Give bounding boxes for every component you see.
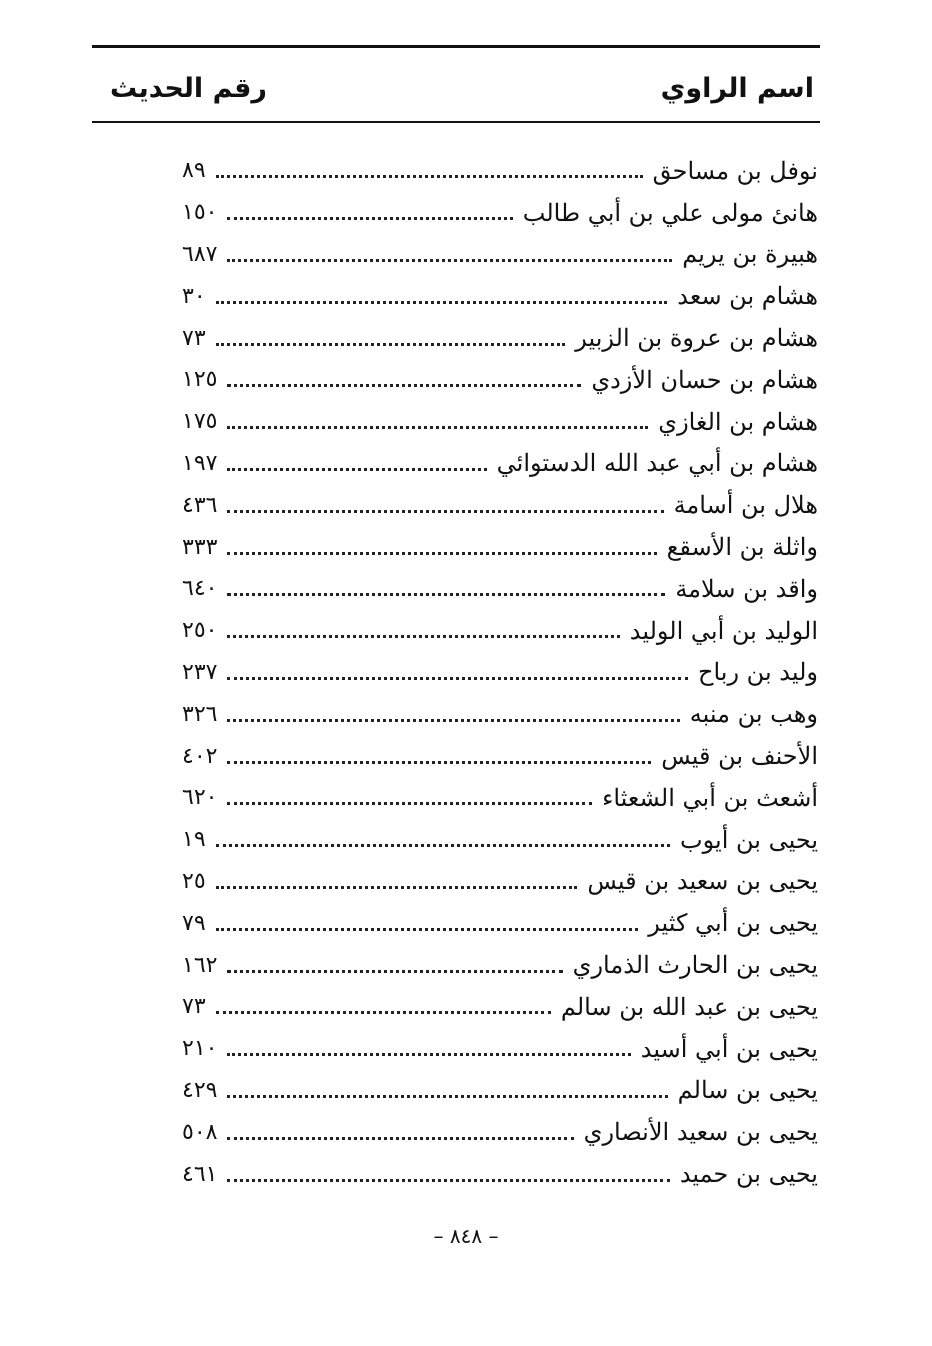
hadith-number: ١٩ [182,827,206,853]
narrator-name: يحيى بن سعيد بن قيس [587,867,818,896]
index-entry [182,902,818,944]
hadith-number: ١٧٥ [182,409,218,435]
dot-leader [216,175,643,178]
index-entry [182,401,818,443]
dot-leader [227,802,592,805]
hadith-number: ٤٣٦ [182,492,218,518]
dot-leader [227,259,672,262]
dot-leader [216,343,566,346]
hadith-number-column-heading: رقم الحديث [110,72,267,104]
dot-leader [216,886,578,889]
index-entry [182,693,818,735]
page-number: – ٨٤٨ – [433,1224,499,1248]
index-entry [182,652,818,694]
narrator-name: هشام بن سعد [677,282,818,311]
hadith-number: ٧٩ [182,910,206,936]
narrator-name: واقد بن سلامة [675,574,818,603]
hadith-number: ٤٦١ [182,1161,218,1187]
narrator-name: يحيى بن سالم [677,1076,818,1105]
index-entry [182,610,818,652]
narrator-name: الأحنف بن قيس [661,742,818,771]
narrator-name: هبيرة بن يريم [682,240,818,269]
hadith-number: ٥٠٨ [182,1119,218,1145]
hadith-number: ٤٢٩ [182,1077,218,1103]
narrator-name: وليد بن رباح [697,658,818,687]
narrator-name: يحيى بن أبي أسيد [640,1034,818,1063]
index-entry [182,484,818,526]
index-entry [182,777,818,819]
hadith-number: ٦٨٧ [182,241,218,267]
dot-leader [216,928,639,931]
hadith-number: ٨٩ [182,158,206,184]
header-bottom-rule [92,121,820,123]
narrator-name: الوليد بن أبي الوليد [629,616,818,645]
narrator-name: يحيى بن الحارث الذماري [572,951,818,980]
dot-leader [227,510,663,513]
dot-leader [227,635,619,638]
dot-leader [227,593,665,596]
narrator-name-column-heading: اسم الراوي [660,72,814,104]
dot-leader [227,970,562,973]
hadith-number: ٦٢٠ [182,785,218,811]
hadith-number: ٢٥٠ [182,618,218,644]
narrator-name: يحيى بن سعيد الأنصاري [583,1118,818,1147]
dot-leader [227,384,581,387]
hadith-number: ٦٤٠ [182,576,218,602]
narrator-name: هشام بن الغازي [658,407,818,436]
dot-leader [227,1179,669,1182]
dot-leader [227,217,512,220]
narrator-name: هشام بن حسان الأزدي [591,365,818,394]
hadith-number: ٢٣٧ [182,659,218,685]
hadith-number: ٤٠٢ [182,743,218,769]
narrator-name: هانئ مولى علي بن أبي طالب [522,198,818,227]
index-entry [182,234,818,276]
index-entry [182,986,818,1028]
index-entry [182,443,818,485]
narrator-name: نوفل بن مساحق [652,156,818,185]
index-entry [182,819,818,861]
narrator-name: يحيى بن أيوب [680,825,818,854]
index-entry [182,275,818,317]
hadith-number: ٧٣ [182,994,206,1020]
hadith-number: ٣٣٣ [182,534,218,560]
hadith-number: ٢١٠ [182,1036,218,1062]
index-entry [182,192,818,234]
hadith-number: ٣٠ [182,283,206,309]
dot-leader [227,719,679,722]
narrator-name: يحيى بن أبي كثير [648,909,818,938]
narrator-name: هشام بن عروة بن الزبير [575,324,818,353]
index-entry [182,317,818,359]
dot-leader [227,1095,667,1098]
narrator-name: واثلة بن الأسقع [666,533,818,562]
index-entry [182,1028,818,1070]
index-entry [182,944,818,986]
dot-leader [227,552,656,555]
narrator-name: يحيى بن حميد [679,1160,818,1189]
dot-leader [227,1053,630,1056]
index-entry [182,1111,818,1153]
hadith-number: ٣٢٦ [182,701,218,727]
table-header [92,62,820,114]
index-entry [182,1153,818,1195]
dot-leader [216,1011,551,1014]
index-entry [182,735,818,777]
dot-leader [227,677,688,680]
narrator-name: هلال بن أسامة [673,491,818,520]
narrator-index-list [182,150,818,1195]
index-entry [182,359,818,401]
narrator-name: هشام بن أبي عبد الله الدستوائي [496,449,818,478]
narrator-name: يحيى بن عبد الله بن سالم [560,992,818,1021]
hadith-number: ١٢٥ [182,367,218,393]
index-entry [182,150,818,192]
dot-leader [227,468,486,471]
dot-leader [216,844,670,847]
index-entry [182,568,818,610]
index-entry [182,1070,818,1112]
hadith-number: ١٩٧ [182,450,218,476]
index-entry [182,526,818,568]
index-entry [182,861,818,903]
dot-leader [216,301,668,304]
dot-leader [227,761,651,764]
hadith-number: ١٦٢ [182,952,218,978]
hadith-number: ١٥٠ [182,200,218,226]
narrator-name: وهب بن منبه [689,700,818,729]
hadith-number: ٢٥ [182,868,206,894]
narrator-name: أشعث بن أبي الشعثاء [602,783,818,812]
header-top-rule [92,45,820,48]
hadith-number: ٧٣ [182,325,206,351]
dot-leader [227,1137,573,1140]
dot-leader [227,426,648,429]
